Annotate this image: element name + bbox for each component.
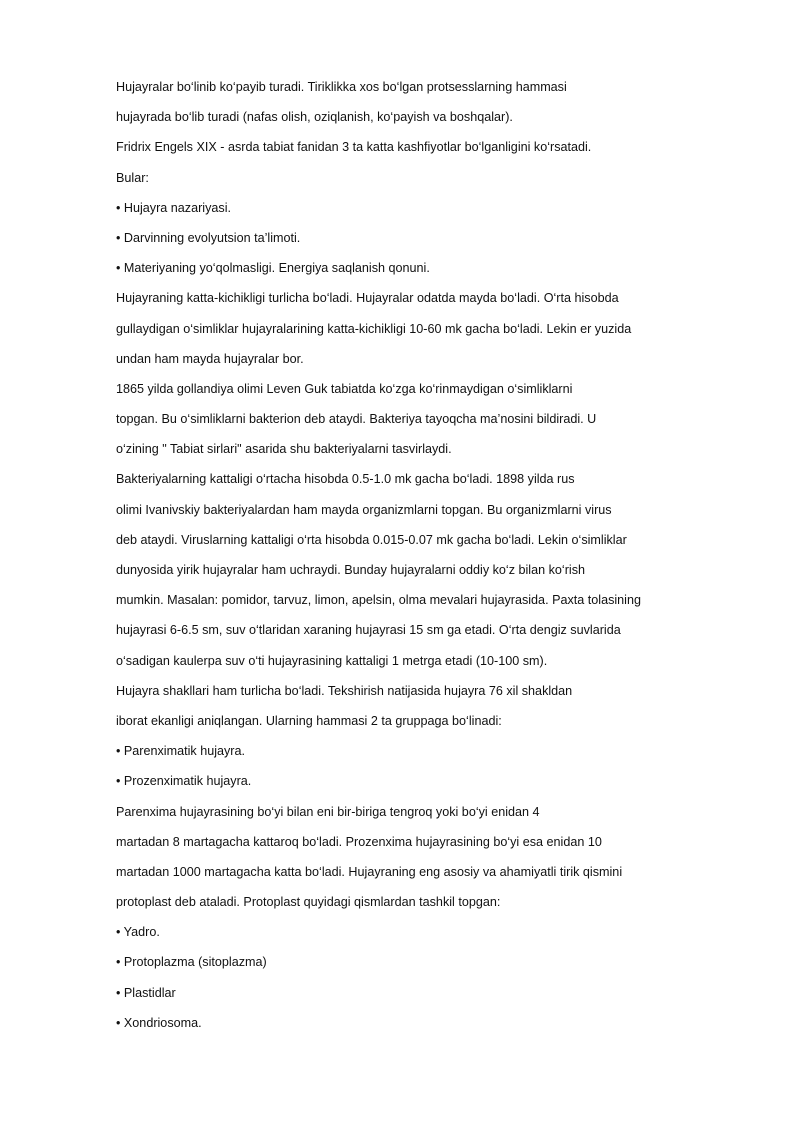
paragraph-line: hujayrasi 6-6.5 sm, suv o‘tlaridan xaraning hujayrasi 15 sm ga etadi. O‘rta dengiz suvlarida <box>116 623 621 638</box>
paragraph-line: deb ataydi. Viruslarning kattaligi o‘rta hisobda 0.015-0.07 mk gacha bo‘ladi. Lekin o‘simliklar <box>116 532 627 547</box>
paragraph-line: o‘sadigan kaulerpa suv o‘ti hujayrasining kattaligi 1 metrga etadi (10-100 sm). <box>116 653 548 668</box>
bullet-item: • Darvinning evolyutsion ta’limoti. <box>116 230 301 245</box>
paragraph-line: dunyosida yirik hujayralar ham uchraydi. Bunday hujayralarni oddiy ko‘z bilan ko‘rish <box>116 563 586 577</box>
paragraph-line: olimi Ivanivskiy bakteriyalardan ham mayda organizmlarni topgan. Bu organizmlarni virus <box>116 502 612 517</box>
paragraph-line: Hujayra shakllari ham turlicha bo‘ladi. Tekshirish natijasida hujayra 76 xil shakldan <box>116 683 573 698</box>
bullet-item: • Parenximatik hujayra. <box>116 744 245 759</box>
bullet-item: • Plastidlar <box>116 985 176 1000</box>
paragraph-line: Fridrix Engels XIX - asrda tabiat fanidan 3 ta katta kashfiyotlar bo‘lganligini ko‘rsatadi. <box>116 140 592 155</box>
paragraph-line: iborat ekanligi aniqlangan. Ularning hammasi 2 ta gruppaga bo‘linadi: <box>116 713 502 728</box>
bullet-item: • Xondriosoma. <box>116 1015 202 1030</box>
bullet-item: • Hujayra nazariyasi. <box>116 200 231 215</box>
paragraph-line: topgan. Bu o‘simliklarni bakterion deb ataydi. Bakteriya tayoqcha ma’nosini bildiradi. U <box>116 412 597 427</box>
paragraph-line: o‘zining " Tabiat sirlari" asarida shu bakteriyalarni tasvirlaydi. <box>116 442 452 457</box>
paragraph-line: Hujayraning katta-kichikligi turlicha bo‘ladi. Hujayralar odatda mayda bo‘ladi. O‘rta hisobda <box>116 291 619 306</box>
bullet-item: • Prozenximatik hujayra. <box>116 774 252 789</box>
paragraph-line: Parenxima hujayrasining bo‘yi bilan eni bir-biriga tengroq yoki bo‘yi enidan 4 <box>116 804 540 819</box>
paragraph-line: Hujayralar bo‘linib ko‘payib turadi. Tiriklikka xos bo‘lgan protsesslarning hammasi <box>116 80 567 94</box>
paragraph-line: Bakteriyalarning kattaligi o‘rtacha hisobda 0.5-1.0 mk gacha bo‘ladi. 1898 yilda rus <box>116 472 575 487</box>
paragraph-line: protoplast deb ataladi. Protoplast quyidagi qismlardan tashkil topgan: <box>116 895 501 910</box>
paragraph-line: martadan 1000 martagacha katta bo‘ladi. Hujayraning eng asosiy va ahamiyatli tirik qismini <box>116 864 623 879</box>
paragraph-line: martadan 8 martagacha kattaroq bo‘ladi. Prozenxima hujayrasining bo‘yi esa enidan 10 <box>116 834 602 849</box>
bullet-item: • Protoplazma (sitoplazma) <box>116 955 267 970</box>
bullet-item: • Materiyaning yo‘qolmasligi. Energiya saqlanish qonuni. <box>116 261 430 276</box>
paragraph-line: hujayrada bo‘lib turadi (nafas olish, oziqlanish, ko‘payish va boshqalar). <box>116 110 513 125</box>
paragraph-line: gullaydigan o‘simliklar hujayralarining katta-kichikligi 10-60 mk gacha bo‘ladi. Lekin er yuzida <box>116 321 632 336</box>
bullet-item: • Yadro. <box>116 925 160 940</box>
paragraph-line: mumkin. Masalan: pomidor, tarvuz, limon, apelsin, olma mevalari hujayrasida. Paxta tolasining <box>116 593 641 608</box>
paragraph-line: 1865 yilda gollandiya olimi Leven Guk tabiatda ko‘zga ko‘rinmaydigan o‘simliklarni <box>116 381 573 396</box>
paragraph-line: undan ham mayda hujayralar bor. <box>116 351 304 366</box>
paragraph-line: Bular: <box>116 170 149 185</box>
document-body <box>116 72 696 1038</box>
